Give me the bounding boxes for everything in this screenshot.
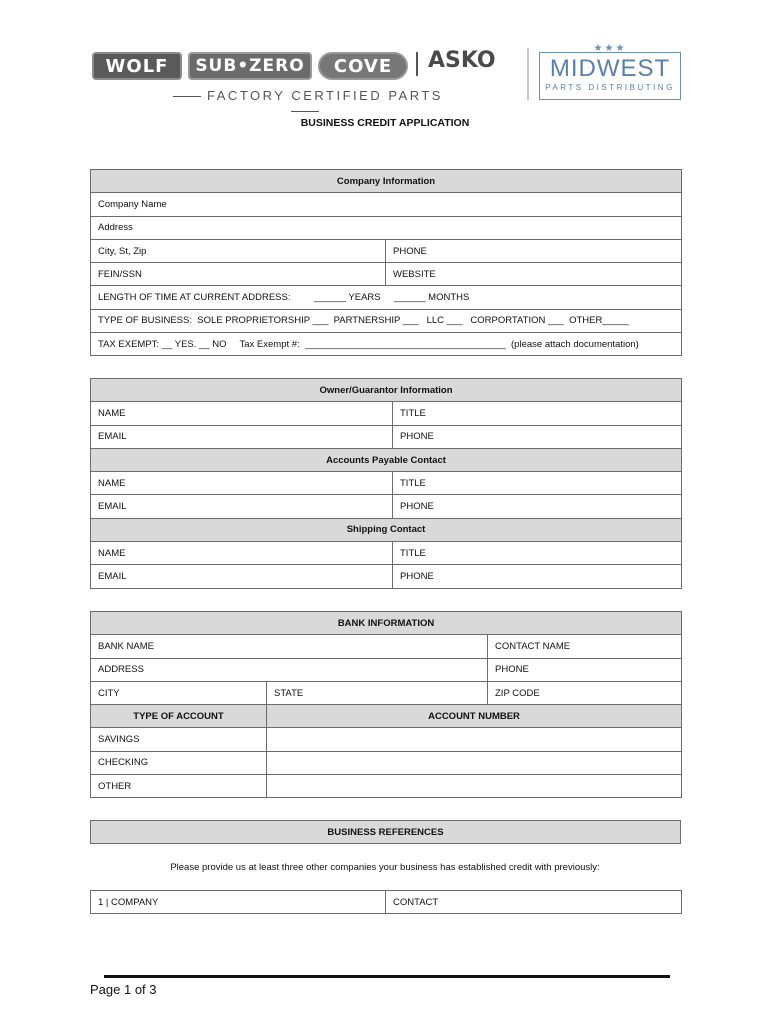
other-label: OTHER: [91, 775, 267, 798]
contact-name-field[interactable]: CONTACT NAME: [488, 635, 682, 658]
reference-company-field[interactable]: 1 | COMPANY: [91, 891, 386, 914]
savings-account-number-field[interactable]: [267, 728, 682, 751]
ap-phone-field[interactable]: PHONE: [393, 495, 682, 518]
section-header: Owner/Guarantor Information: [91, 379, 682, 402]
bank-info-table: [90, 611, 682, 798]
midwest-logo: [539, 43, 681, 100]
ap-title-field[interactable]: TITLE: [393, 472, 682, 495]
owner-name-field[interactable]: NAME: [91, 402, 393, 425]
shipping-title-field[interactable]: TITLE: [393, 542, 682, 565]
other-account-number-field[interactable]: [267, 775, 682, 798]
bank-state-field[interactable]: STATE: [267, 681, 488, 704]
account-number-header: ACCOUNT NUMBER: [267, 705, 682, 728]
bank-city-field[interactable]: CITY: [91, 681, 267, 704]
owner-title-field[interactable]: TITLE: [393, 402, 682, 425]
length-of-time-field[interactable]: LENGTH OF TIME AT CURRENT ADDRESS: ______ YEARS ______ MONTHS: [91, 286, 682, 309]
tax-exempt-field[interactable]: TAX EXEMPT: __ YES. __ NO Tax Exempt #: ______________________________________ (please attach documentation): [91, 333, 682, 356]
address-field[interactable]: Address: [91, 216, 682, 239]
company-info-table: [90, 169, 682, 356]
bank-phone-field[interactable]: PHONE: [488, 658, 682, 681]
references-note: Please provide us at least three other companies your business has established credit with previously:: [170, 862, 600, 873]
ap-name-field[interactable]: NAME: [91, 472, 393, 495]
shipping-name-field[interactable]: NAME: [91, 542, 393, 565]
cove-logo: COVE: [318, 52, 408, 80]
shipping-email-field[interactable]: EMAIL: [91, 565, 393, 588]
phone-field[interactable]: PHONE: [386, 239, 682, 262]
owner-email-field[interactable]: EMAIL: [91, 425, 393, 448]
logo-divider: [527, 48, 529, 100]
bank-name-field[interactable]: BANK NAME: [91, 635, 488, 658]
company-name-field[interactable]: Company Name: [91, 193, 682, 216]
fein-field[interactable]: FEIN/SSN: [91, 263, 386, 286]
shipping-phone-field[interactable]: PHONE: [393, 565, 682, 588]
website-field[interactable]: WEBSITE: [386, 263, 682, 286]
references-table: [90, 890, 682, 914]
savings-label: SAVINGS: [91, 728, 267, 751]
section-header: BANK INFORMATION: [91, 612, 682, 635]
owner-phone-field[interactable]: PHONE: [393, 425, 682, 448]
logo-divider: [416, 52, 418, 76]
checking-account-number-field[interactable]: [267, 751, 682, 774]
business-type-field[interactable]: TYPE OF BUSINESS: SOLE PROPRIETORSHIP ___ PARTNERSHIP ___ LLC ___ CORPORTATION ___ OTHER_____: [91, 309, 682, 332]
footer-rule: [104, 975, 670, 978]
bank-zip-field[interactable]: ZIP CODE: [488, 681, 682, 704]
checking-label: CHECKING: [91, 751, 267, 774]
wolf-logo: WOLF: [92, 52, 182, 80]
city-field[interactable]: City, St, Zip: [91, 239, 386, 262]
section-header: Accounts Payable Contact: [91, 448, 682, 471]
references-header-table: [90, 820, 681, 844]
section-header: Company Information: [91, 170, 682, 193]
account-type-header: TYPE OF ACCOUNT: [91, 705, 267, 728]
tagline: FACTORY CERTIFIED PARTS: [155, 88, 455, 118]
contacts-table: [90, 378, 682, 589]
stars-icon: ★★★: [593, 43, 627, 54]
ap-email-field[interactable]: EMAIL: [91, 495, 393, 518]
brand-logos: [90, 44, 685, 106]
subzero-logo: SUB•ZERO: [188, 52, 312, 80]
reference-contact-field[interactable]: CONTACT: [386, 891, 682, 914]
bank-address-field[interactable]: ADDRESS: [91, 658, 488, 681]
section-header: Shipping Contact: [91, 518, 682, 541]
section-header: BUSINESS REFERENCES: [91, 821, 681, 844]
midwest-logo-main: MIDWEST: [549, 55, 671, 82]
page-number: Page 1 of 3: [90, 982, 157, 997]
asko-logo: ASKO: [428, 48, 496, 73]
page-title: BUSINESS CREDIT APPLICATION: [300, 117, 470, 129]
midwest-logo-sub: PARTS DISTRIBUTING: [545, 83, 675, 92]
